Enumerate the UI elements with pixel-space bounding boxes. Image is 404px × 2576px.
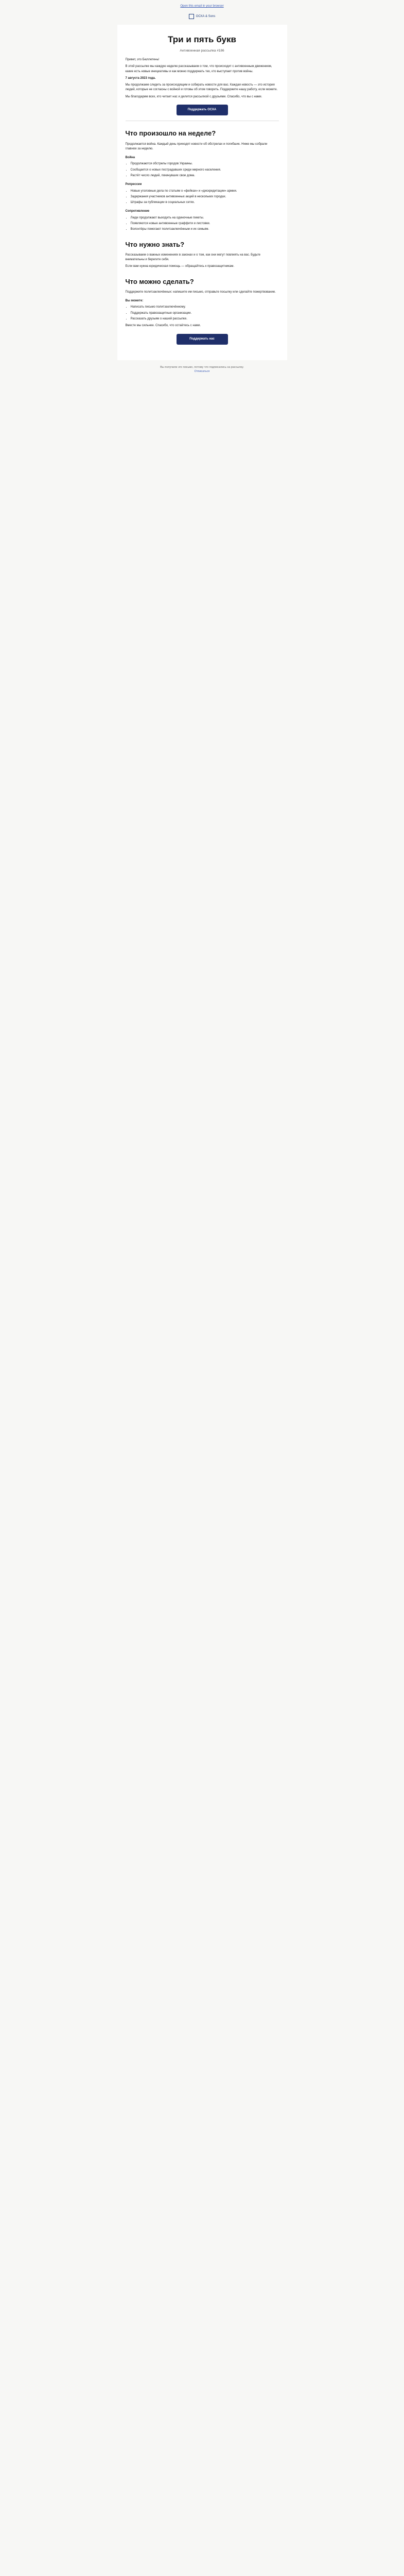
list-item: • Рассказать друзьям о нашей рассылке. — [131, 317, 279, 321]
page-subtitle: Антивоенная рассылка #186 — [180, 48, 224, 53]
repressions-heading: Репрессии — [125, 183, 142, 187]
footer — [0, 360, 404, 384]
support-button-top[interactable]: Поддержать ОСХА — [177, 105, 228, 115]
list-item: • Волонтёры помогают политзаключённым и их семьям. — [131, 227, 279, 232]
list-item: • Штрафы за публикации в социальных сетях. — [131, 200, 279, 205]
war-heading: Война — [125, 156, 135, 160]
list-item: • Написать письмо политзаключённому. — [131, 305, 279, 310]
section-heading-news: Что произошло на неделе? — [125, 129, 216, 138]
list-item: • Сообщается о новых пострадавших среди мирного населения. — [131, 168, 279, 173]
action-paragraph-1: Поддержите политзаключённых: напишите им письмо, отправьте посылку или сделайте пожертвование. — [125, 290, 276, 294]
logo — [189, 14, 216, 19]
support-button-bottom[interactable]: Поддержать нас — [177, 334, 228, 345]
action-list — [131, 305, 279, 321]
view-online-link[interactable]: Open this email in your browser — [180, 5, 224, 8]
list-item: • Продолжаются обстрелы городов Украины. — [131, 162, 279, 166]
list-item: • Задержания участников антивоенных акций в нескольких городах. — [131, 195, 279, 199]
section-heading-know: Что нужно знать? — [125, 240, 185, 248]
action-subheading: Вы можете: — [125, 299, 144, 303]
list-item: • Появляются новые антивоенные граффити и листовки. — [131, 222, 279, 226]
intro-paragraph-1: В этой рассылке мы каждую неделю рассказываем о том, что происходит с антивоенным движением, какие есть новые инициативы и как можно поддержать тех, кто выступает против войны. — [125, 65, 272, 73]
list-item: • Люди продолжают выходить на одиночные пикеты. — [131, 216, 279, 221]
know-paragraph-2: Если вам нужна юридическая помощь — обращайтесь к правозащитникам. — [125, 265, 235, 268]
logo-icon — [189, 14, 194, 19]
topbar — [0, 0, 404, 11]
greeting: Привет, это Бюллетень! — [125, 58, 160, 61]
list-item: • Поддержать правозащитные организации. — [131, 311, 279, 316]
know-paragraph-1: Рассказываем о важных изменениях в законах и о том, как они могут повлиять на вас. Будьте внимательны и берегите себя. — [125, 253, 260, 262]
section-heading-action: Что можно сделать? — [125, 277, 194, 285]
list-item: • Новые уголовные дела по статьям о «фейках» и «дискредитации» армии. — [131, 189, 279, 194]
footer-text: Вы получили это письмо, потому что подписались на рассылку. — [160, 365, 244, 369]
email-body — [117, 25, 287, 360]
war-list — [131, 162, 279, 178]
news-intro: Продолжается война. Каждый день приходят новости об обстрелах и погибших. Ниже мы собрали главное за неделю. — [125, 142, 268, 150]
repressions-list — [131, 189, 279, 206]
resistance-list — [131, 216, 279, 232]
intro-paragraph-2: 7 августа 2023 года. — [125, 76, 156, 80]
logo-text: ОСХА & Sons — [196, 14, 216, 18]
intro-paragraph-3: Мы продолжаем следить за происходящим и собирать новости для вас. Каждая новость — это история людей, которые не согласны с войной и готовы об этом говорить. Поддержите нашу работу, если можете. — [125, 83, 278, 92]
intro-paragraph-4: Мы благодарим всех, кто читает нас и делится рассылкой с друзьями. Спасибо, что вы с нами. — [125, 95, 262, 98]
action-paragraph-2: Вместе мы сильнее. Спасибо, что остаётесь с нами. — [125, 324, 201, 328]
unsubscribe-link[interactable]: Отписаться — [194, 370, 210, 374]
list-item: • Растёт число людей, покинувших свои дома. — [131, 174, 279, 178]
page-title: Три и пять букв — [168, 34, 236, 44]
resistance-heading: Сопротивление — [125, 210, 150, 213]
logo-row — [0, 11, 404, 24]
